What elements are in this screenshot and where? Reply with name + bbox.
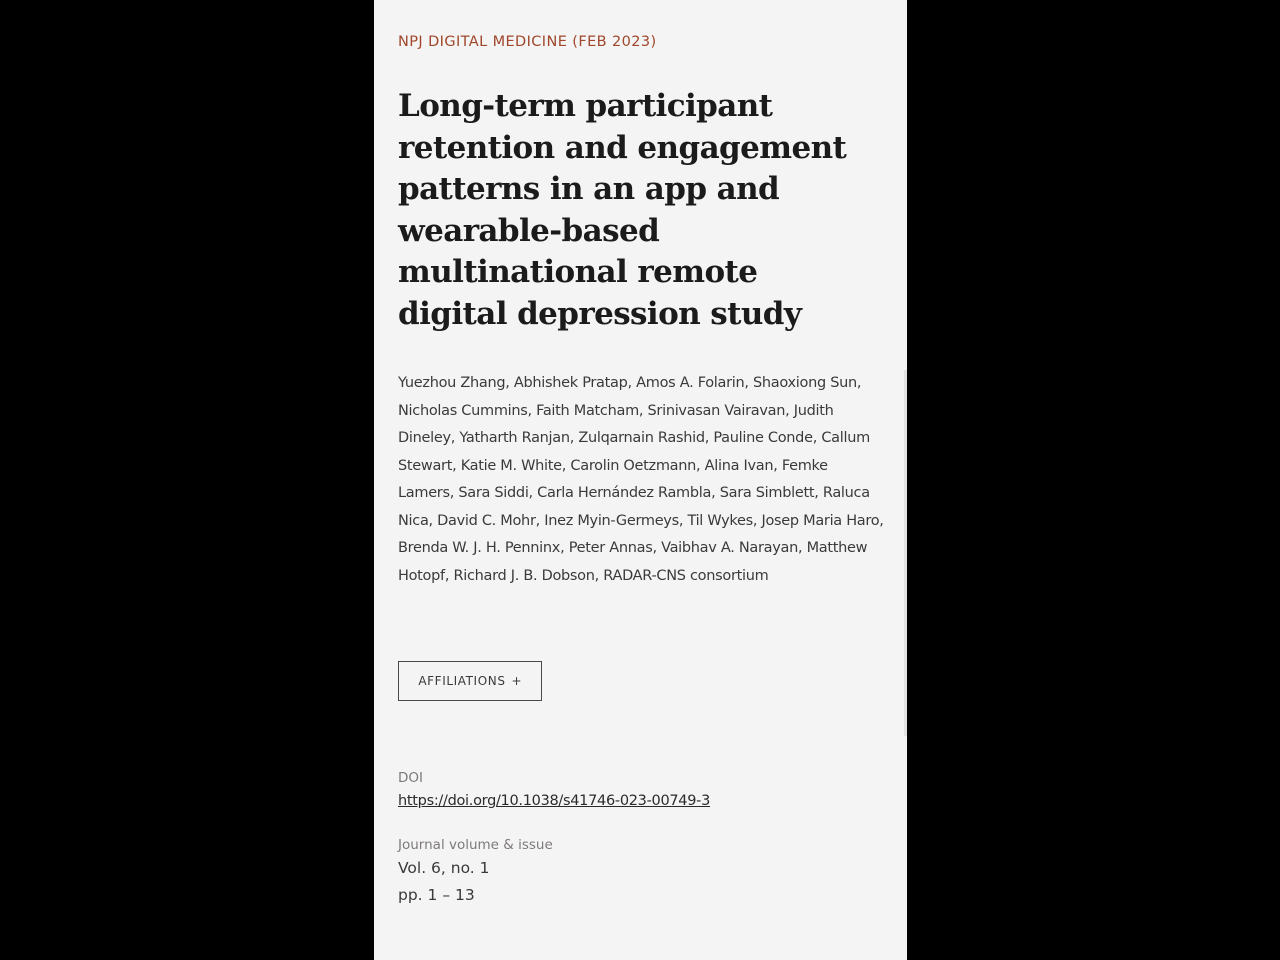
plus-icon: +: [511, 674, 522, 688]
author-list: Yuezhou Zhang, Abhishek Pratap, Amos A. Folarin, Shaoxiong Sun, Nicholas Cummins, Faith Matcham, Srinivasan Vairavan, Judith Dineley, Yatharth Ranjan, Zulqarnain Rashid, Pauline Conde, Callum Stewart, Katie M. White, Carolin Oetzmann, Alina Ivan, Femke Lamers, Sara Siddi, Carla Hernández Rambla, Sara Simblett, Raluca Nica, David C. Mohr, Inez Myin-Germeys, Til Wykes, Josep Maria Haro, Brenda W. J. H. Penninx, Peter Annas, Vaibhav A. Narayan, Matthew Hotopf, Richard J. B. Dobson, RADAR-CNS consortium: [398, 375, 884, 584]
doi-link[interactable]: https://doi.org/10.1038/s41746-023-00749-3: [398, 793, 711, 809]
article-title: Long-term participant retention and engagement patterns in an app and wearable-based multinational remote digital depression study: [398, 88, 847, 332]
article-card: [374, 0, 907, 960]
journal-name: NPJ DIGITAL MEDICINE (FEB 2023): [398, 34, 657, 50]
scrollbar-track: [904, 370, 907, 736]
doi-label: DOI: [398, 770, 424, 786]
affiliations-button[interactable]: [398, 661, 542, 701]
volume-issue: Vol. 6, no. 1: [398, 859, 490, 877]
affiliations-label: AFFILIATIONS: [418, 674, 506, 688]
journal-issue-label: Journal volume & issue: [398, 837, 553, 853]
page-range: pp. 1 – 13: [398, 886, 475, 904]
